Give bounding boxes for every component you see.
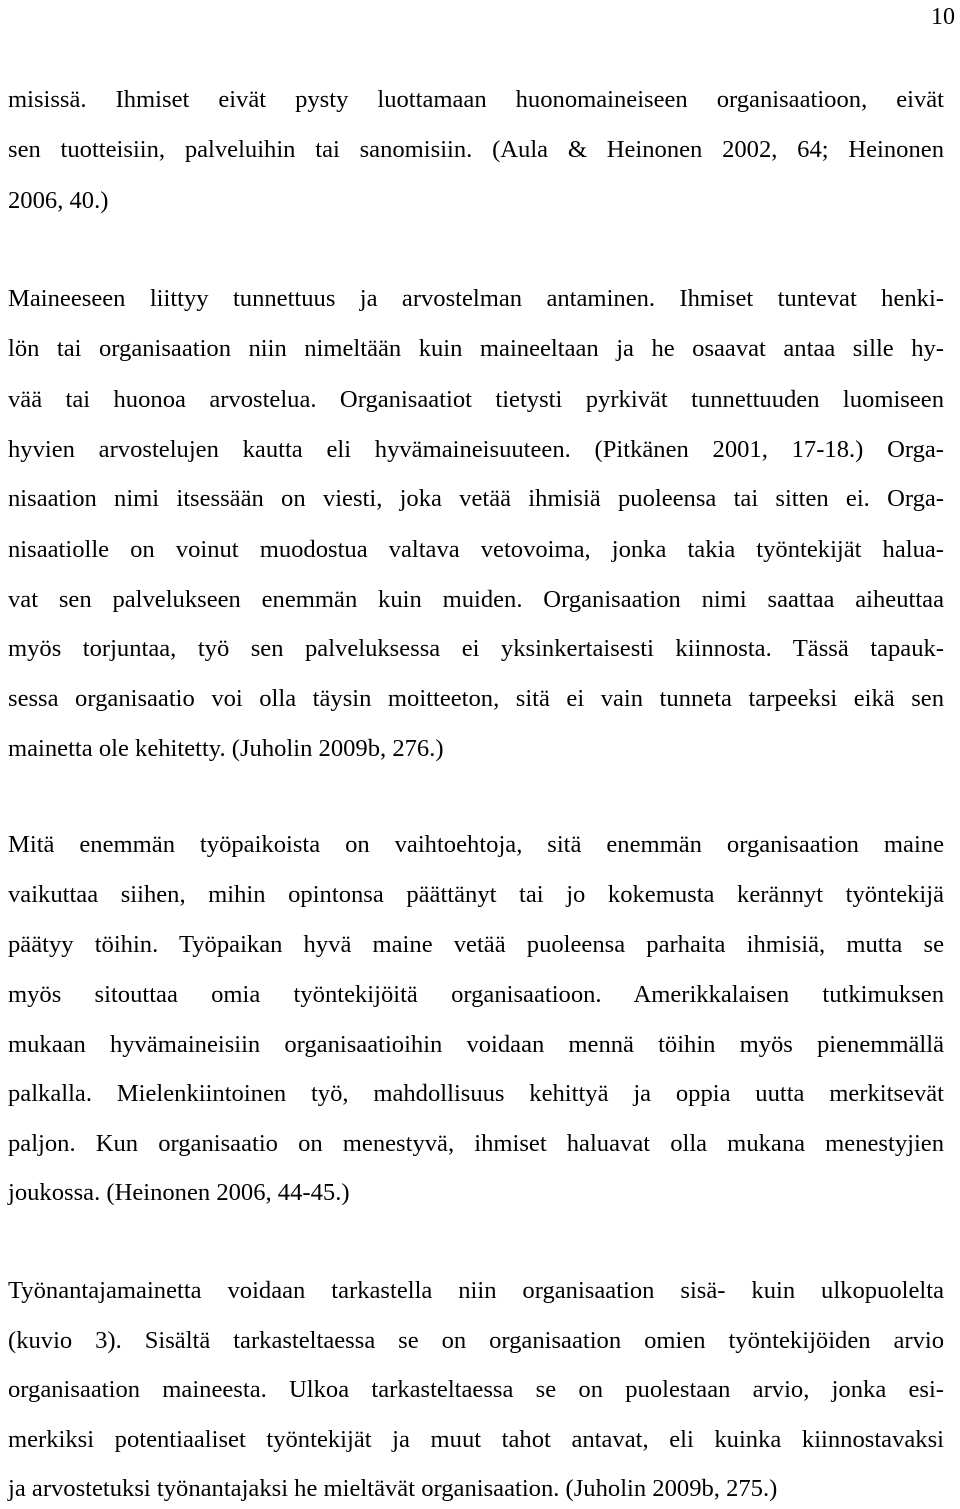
- text-line: vat sen palvelukseen enemmän kuin muiden. Organisaation nimi saattaa aiheuttaa: [8, 586, 944, 613]
- text-line: nisaatiolle on voinut muodostua valtava vetovoima, jonka takia työntekijät halua-: [8, 536, 944, 563]
- text-line: mainetta ole kehitetty. (Juholin 2009b, 276.): [8, 735, 444, 762]
- text-line: joukossa. (Heinonen 2006, 44-45.): [8, 1179, 350, 1206]
- text-line: myös torjuntaa, työ sen palveluksessa ei yksinkertaisesti kiinnosta. Tässä tapauk-: [8, 635, 944, 662]
- text-line: hyvien arvostelujen kautta eli hyvämaineisuuteen. (Pitkänen 2001, 17-18.) Orga-: [8, 436, 944, 463]
- text-line: misissä. Ihmiset eivät pysty luottamaan huonomaineiseen organisaatioon, eivät: [8, 86, 944, 113]
- text-line: mukaan hyvämaineisiin organisaatioihin voidaan mennä töihin myös pienemmällä: [8, 1031, 944, 1058]
- page-number: 10: [931, 4, 955, 30]
- text-line: Mitä enemmän työpaikoista on vaihtoehtoja, sitä enemmän organisaation maine: [8, 831, 944, 858]
- text-line: Maineeseen liittyy tunnettuus ja arvostelman antaminen. Ihmiset tuntevat henki-: [8, 285, 944, 312]
- text-line: merkiksi potentiaaliset työntekijät ja muut tahot antavat, eli kuinka kiinnostavaksi: [8, 1426, 944, 1453]
- text-line: paljon. Kun organisaatio on menestyvä, ihmiset haluavat olla mukana menestyjien: [8, 1130, 944, 1157]
- text-line: sessa organisaatio voi olla täysin moitteeton, sitä ei vain tunneta tarpeeksi eikä sen: [8, 685, 944, 712]
- text-line: ja arvostetuksi työnantajaksi he mieltävät organisaation. (Juholin 2009b, 275.): [8, 1475, 778, 1502]
- text-line: 2006, 40.): [8, 187, 109, 214]
- text-line: Työnantajamainetta voidaan tarkastella niin organisaation sisä- kuin ulkopuolelta: [8, 1277, 944, 1304]
- text-line: vää tai huonoa arvostelua. Organisaatiot tietysti pyrkivät tunnettuuden luomiseen: [8, 386, 944, 413]
- text-line: (kuvio 3). Sisältä tarkasteltaessa se on organisaation omien työntekijöiden arvio: [8, 1327, 944, 1354]
- text-line: nisaation nimi itsessään on viesti, joka vetää ihmisiä puoleensa tai sitten ei. Orga-: [8, 485, 944, 512]
- text-line: organisaation maineesta. Ulkoa tarkasteltaessa se on puolestaan arvio, jonka esi-: [8, 1376, 944, 1403]
- text-line: myös sitouttaa omia työntekijöitä organisaatioon. Amerikkalaisen tutkimuksen: [8, 981, 944, 1008]
- text-line: sen tuotteisiin, palveluihin tai sanomisiin. (Aula & Heinonen 2002, 64; Heinonen: [8, 136, 944, 163]
- text-line: palkalla. Mielenkiintoinen työ, mahdollisuus kehittyä ja oppia uutta merkitsevät: [8, 1080, 944, 1107]
- text-line: lön tai organisaation niin nimeltään kuin maineeltaan ja he osaavat antaa sille hy-: [8, 335, 944, 362]
- text-line: päätyy töihin. Työpaikan hyvä maine vetää puoleensa parhaita ihmisiä, mutta se: [8, 931, 944, 958]
- text-line: vaikuttaa siihen, mihin opintonsa päättänyt tai jo kokemusta kerännyt työntekijä: [8, 881, 944, 908]
